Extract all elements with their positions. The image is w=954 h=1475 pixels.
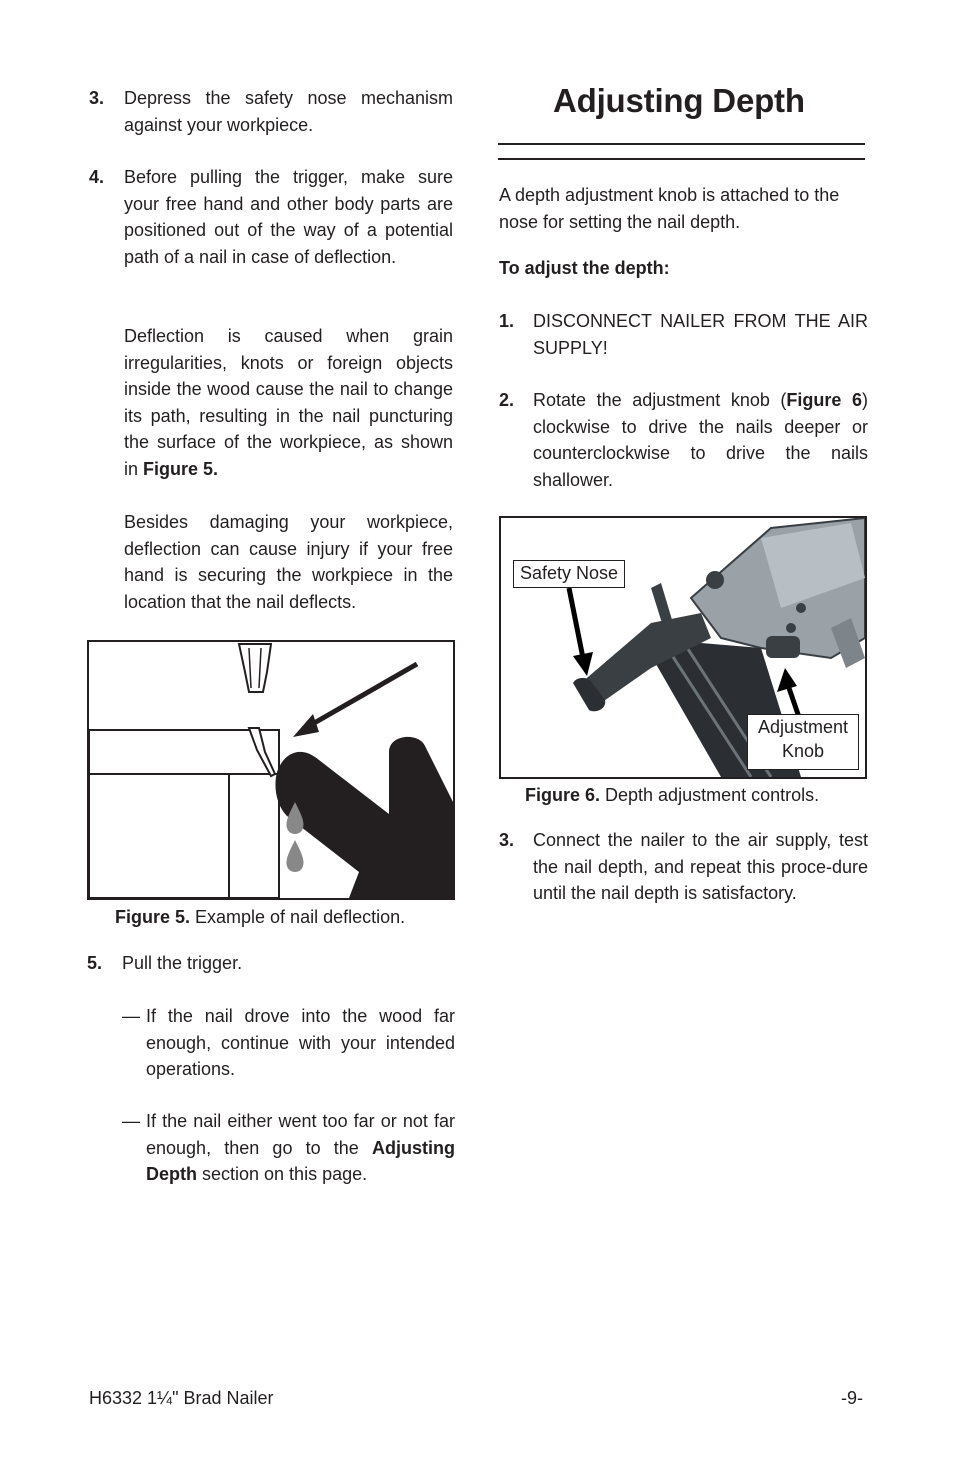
- dash-2-pre: If the nail either went too far or not far enough, then go to the: [146, 1111, 455, 1158]
- deflection-paragraph: [124, 323, 453, 482]
- safety-nose-callout: Safety Nose: [513, 560, 625, 588]
- adjust-step-1-text: DISCONNECT NAILER FROM THE AIR SUPPLY!: [533, 311, 868, 358]
- adjust-step-2-post: ) clockwise to drive the nails deeper or counterclockwise to drive the nails shallower.: [533, 390, 869, 490]
- knob-arrowhead-icon: [777, 668, 797, 692]
- figure-5-reference: Figure 5.: [143, 458, 219, 479]
- figure-5-label: Figure 5.: [115, 907, 191, 927]
- figure-5-caption-text: Example of nail deflection.: [190, 907, 406, 927]
- adjust-step-3-text: Connect the nailer to the air supply, test the nail depth, and repeat this proce-dure until the nail depth is satisfactory.: [533, 830, 868, 903]
- figure-6-photo: [499, 516, 867, 779]
- intro-text: A depth adjustment knob is attached to the nose for setting the nail depth.: [499, 185, 840, 232]
- title-rule-top: [498, 143, 865, 145]
- figure-6-reference: Figure 6: [786, 390, 863, 410]
- nailer-screw-icon: [706, 571, 724, 589]
- step-4-text: Before pulling the trigger, make sure your free hand and other body parts are positioned out of the way of a potential path of a nail in case of deflection.: [124, 167, 453, 267]
- figure-5-caption: [115, 905, 405, 929]
- footer-model: H6332 1¼" Brad Nailer: [89, 1388, 274, 1408]
- safety-nose-arrow: [569, 588, 583, 658]
- figure-6-caption: [525, 783, 819, 807]
- adjust-step-3-number: 3.: [499, 830, 515, 850]
- adjustment-knob-callout-line-1: Adjustment: [757, 717, 849, 737]
- arrow-head-icon: [293, 714, 319, 737]
- step-3-number: 3.: [89, 88, 105, 108]
- deflection-text: Deflection is caused when grain irregularities, knots or foreign objects inside the wood cause the nail to change its path, resulting in the nail puncturing the surface of the workpiece, as shown in: [124, 326, 453, 479]
- adjustment-knob-icon: [766, 636, 800, 658]
- section-title: Adjusting Depth: [553, 82, 805, 119]
- dash-1: —: [122, 1006, 140, 1026]
- step-4-number: 4.: [89, 167, 105, 187]
- nailer-tip-icon: [239, 644, 271, 692]
- arrow-line: [309, 664, 417, 726]
- adjust-step-2-text: [533, 387, 868, 493]
- board-edge: [229, 774, 279, 898]
- footer-page-number: -9-: [841, 1388, 863, 1408]
- figure-6-caption-text: Depth adjustment controls.: [600, 785, 820, 805]
- dash-2-text: [146, 1108, 455, 1188]
- adjust-step-1-number: 1.: [499, 311, 515, 331]
- step-5-text: Pull the trigger.: [122, 953, 243, 973]
- adjust-step-2-pre: Rotate the adjustment knob (: [533, 390, 787, 410]
- adjust-step-2-number: 2.: [499, 390, 515, 410]
- title-rule-bottom: [498, 158, 865, 160]
- adjusting-depth-reference: Adjusting Depth: [146, 1137, 455, 1184]
- figure-6-label: Figure 6.: [525, 785, 601, 805]
- subheading: To adjust the depth:: [499, 258, 670, 278]
- adjustment-knob-callout: [747, 714, 859, 770]
- adjustment-knob-callout-line-2: Knob: [781, 741, 825, 761]
- lower-board: [89, 774, 229, 898]
- safety-nose-arrowhead-icon: [573, 652, 593, 676]
- blood-drop-icon: [286, 840, 303, 872]
- step-5-number: 5.: [87, 953, 103, 973]
- nail-deflection-drawing: [89, 642, 453, 898]
- top-board: [89, 730, 279, 774]
- dash-2: —: [122, 1111, 140, 1131]
- dash-2-post: section on this page.: [197, 1164, 368, 1184]
- figure-5-illustration: [87, 640, 455, 900]
- dash-1-text: If the nail drove into the wood far enough, continue with your intended operations.: [146, 1006, 455, 1079]
- hand-icon: [275, 737, 453, 898]
- injury-paragraph: Besides damaging your workpiece, deflection can cause injury if your free hand is securing the workpiece in the location that the nail deflects.: [124, 512, 453, 612]
- step-3-text: Depress the safety nose mechanism against your workpiece.: [124, 88, 453, 135]
